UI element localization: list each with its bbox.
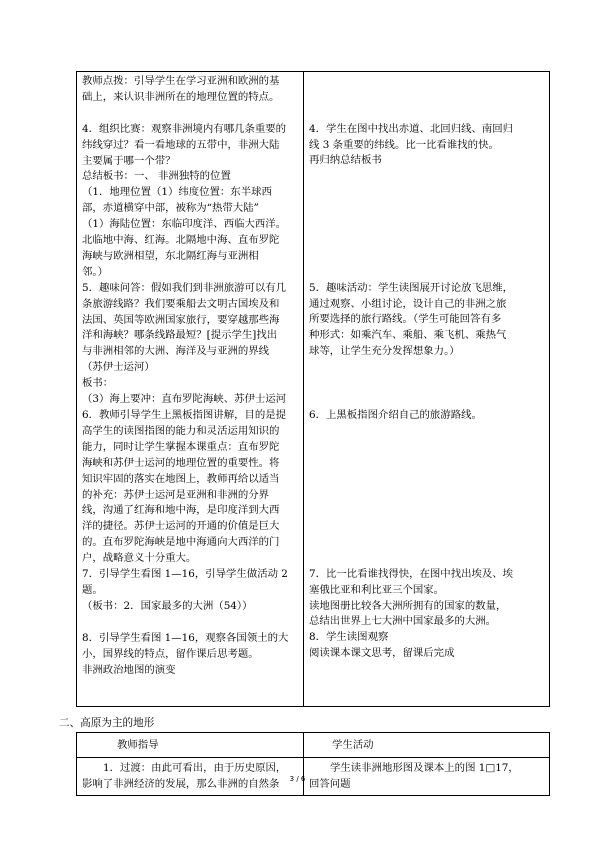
text-line: [309, 535, 544, 551]
table-row: [77, 72, 549, 706]
text-line: 阅读课本课文思考，留课后完成: [309, 647, 455, 660]
text-line: [309, 106, 544, 122]
lesson-table-1: [76, 71, 550, 707]
text-line: [82, 106, 298, 122]
text-line: 8．学生读图观察: [309, 631, 389, 644]
text-line: 部，赤道横穿中部，被称为“热带大陆”: [82, 202, 259, 215]
text-line: 与非洲相邻的大洲、海洋及与亚洲的界线: [82, 345, 270, 358]
text-line: 学生读非洲地形图及课本上的图 1□17，: [330, 762, 519, 774]
section-heading: 二、高原为主的地形: [59, 717, 155, 729]
text-line: 板书：: [82, 377, 114, 390]
text-line: 4．组织比赛：观察非洲境内有哪几条重要的: [82, 122, 287, 135]
text-line: 读地图册比较各大洲所拥有的国家的数量，: [309, 599, 507, 612]
text-line: 7．引导学生看图 1—16，引导学生做活动 2: [82, 568, 288, 581]
text-line: [82, 615, 298, 631]
text-line: 北临地中海、红海。北隔地中海、直布罗陀: [82, 234, 280, 247]
text-line: 8．引导学生看图 1—16，观察各国领土的大: [82, 631, 289, 644]
text-line: 海峡和苏伊士运河的地理位置的重要性。将: [82, 456, 280, 469]
header-student-activity: 学生活动: [332, 739, 374, 751]
text-line: 所要选择的旅行路线。（学生可能回答有多: [309, 313, 502, 326]
text-line: 的。直布罗陀海峡是地中海通向大西洋的门: [82, 536, 280, 549]
text-line: [309, 487, 544, 503]
text-line: 法国、英国等欧洲国家旅行，要穿越那些海: [82, 313, 280, 326]
text-line: 海峡与欧洲相望，东北隔红海与亚洲相: [82, 249, 259, 262]
text-line: 5．趣味活动：学生读图展开讨论放飞思维，: [309, 281, 514, 294]
text-line: 条旅游线路？我们要乘船去文明古国埃及和: [82, 297, 280, 310]
text-line: 纬线穿过？看一看地球的五带中，非洲大陆: [82, 138, 280, 151]
lesson-table-2: [76, 732, 550, 796]
text-line: （苏伊士运河）: [82, 361, 155, 374]
text-line: 小，国界线的特点，留作课后思考题。: [82, 647, 259, 660]
text-line: [309, 169, 544, 185]
text-line: 影响了非洲经济的发展，那么非洲的自然条: [82, 777, 280, 790]
text-line: 6．教师引导学生上黑板指图讲解，目的是提: [82, 409, 287, 422]
text-line: [309, 74, 544, 90]
student-column: [304, 72, 549, 706]
text-line: 洋的捷径。苏伊士运河的开通的价值是巨大: [82, 520, 280, 533]
text-line: 能力，同时让学生掌握本课重点：直布罗陀: [82, 440, 280, 453]
text-line: [309, 440, 544, 456]
text-line: 5．趣味问答：假如我们到非洲旅游可以有几: [82, 281, 287, 294]
text-line: （3）海上要冲：直布罗陀海峡、苏伊士运河: [82, 393, 287, 406]
text-line: 回答问题: [309, 777, 351, 790]
text-line: （1．地理位置（1）纬度位置：东半球西: [82, 186, 272, 199]
text-line: [309, 376, 544, 392]
page-number: 3 / 6: [289, 775, 306, 783]
text-line: [309, 503, 544, 519]
text-line: 总结出世界上七大洲中国家最多的大洲。: [309, 615, 497, 628]
text-line: 户，战略意义十分重大。: [82, 552, 197, 565]
text-line: 知识牢固的落实在地图上，教师再给以适当: [82, 472, 280, 485]
text-line: [309, 185, 544, 201]
text-line: [309, 662, 544, 678]
text-line: 通过观察、小组讨论，设计自己的非洲之旅: [309, 297, 507, 310]
text-line: 总结板书：一、 非洲独特的位置: [82, 170, 231, 183]
text-line: （1）海陆位置：东临印度洋、西临大西洋。: [82, 218, 287, 231]
text-line: 1．过渡：由此可看出，由于历史原因，: [103, 762, 287, 774]
text-line: （板书：2．国家最多的大洲（54））: [82, 599, 253, 612]
text-line: [309, 519, 544, 535]
text-line: 教师点拨：引导学生在学习亚洲和欧洲的基: [82, 75, 280, 87]
text-line: 种形式：如乘汽车、乘船、乘飞机、乘热气: [309, 329, 507, 342]
text-line: 球等，让学生充分发挥想象力。）: [309, 345, 460, 358]
text-line: [309, 551, 544, 567]
text-line: 础上，来认识非洲所在的地理位置的特点。: [82, 90, 280, 103]
text-line: 4．学生在图中找出赤道、北回归线、南回归: [309, 122, 514, 135]
text-line: [309, 471, 544, 487]
text-line: [309, 360, 544, 376]
text-line: [309, 233, 544, 249]
text-line: 主要属于哪一个带？: [82, 154, 176, 167]
text-line: 的补充：苏伊士运河是亚洲和非洲的分界: [82, 488, 270, 501]
table-header-row: [77, 733, 549, 757]
text-line: [309, 392, 544, 408]
text-line: 7．比一比看谁找得快，在图中找出埃及、埃: [309, 567, 514, 580]
text-line: 题。: [82, 583, 103, 596]
text-line: [309, 201, 544, 217]
text-line: 塞俄比亚和利比亚三个国家。: [309, 583, 445, 596]
header-teacher-guidance: 教师指导: [77, 733, 304, 757]
text-line: 洋和海峡？哪条线路最短？[提示学生]找出: [82, 329, 278, 342]
text-line: [309, 456, 544, 472]
teacher-column: [77, 72, 304, 706]
text-line: 6．上黑板指图介绍自己的旅游路线。: [309, 408, 482, 421]
text-line: [309, 90, 544, 106]
text-line: 线 3 条重要的纬线。比一比看谁找的快。: [309, 138, 499, 151]
text-line: [309, 424, 544, 440]
text-line: [309, 217, 544, 233]
text-line: 再归纳总结板书: [309, 154, 382, 167]
text-line: [309, 249, 544, 265]
text-line: 非洲政治地图的演变: [82, 663, 176, 676]
text-line: 高学生的读图指图的能力和灵活运用知识的: [82, 424, 280, 437]
text-line: [309, 265, 544, 281]
text-line: 线，沟通了红海和地中海，是印度洋到大西: [82, 504, 280, 517]
text-line: 邻。）: [82, 265, 108, 278]
